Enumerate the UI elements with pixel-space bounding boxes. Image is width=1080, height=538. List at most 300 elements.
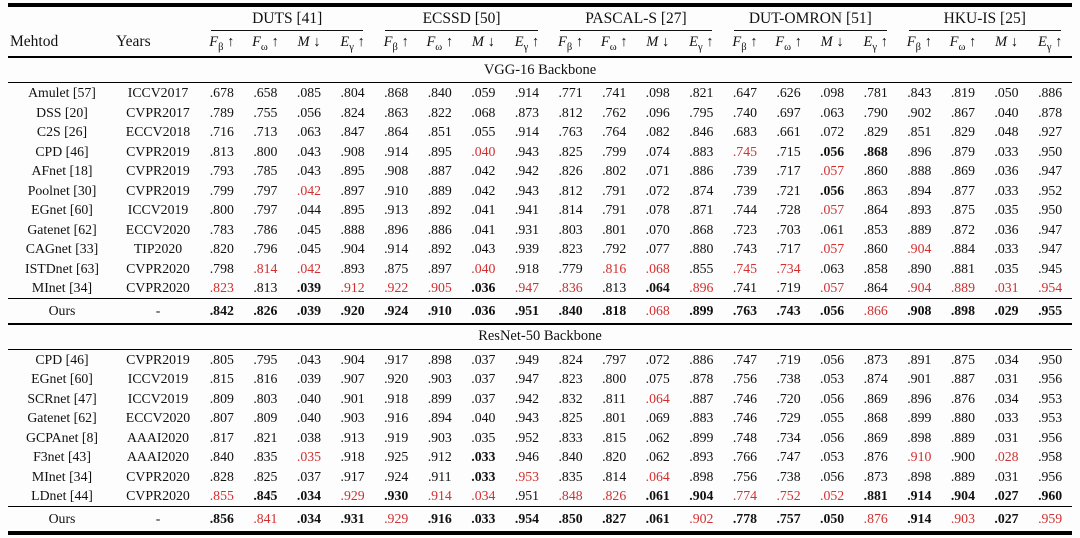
value-cell: .815 [602,429,627,445]
metric-symbol: M [471,34,484,50]
value-cell: .869 [863,429,888,445]
value-cell: .056 [820,468,845,484]
value-cell: .917 [340,468,365,484]
value-cell: .898 [689,468,714,484]
metric-header: $E_\gamma$ ↑ [331,31,375,57]
value-cell: .756 [732,468,758,484]
value-cell: .894 [907,182,932,198]
metric-symbol: F [949,34,959,50]
metric-symbol: F [209,34,219,50]
method-cell: CPD [46] [35,351,89,367]
value-cell: .029 [985,298,1029,324]
value-cell: .803 [253,390,278,406]
value-cell: .034 [471,488,496,503]
value-cell: .924 [374,298,418,324]
value-cell: .873 [863,351,888,367]
value-cell: .910 [384,182,409,198]
value-cell: .812 [558,182,583,198]
years-column-header: Years [114,5,200,57]
value-cell: .056 [296,104,322,120]
method-cell: C2S [26] [36,124,88,139]
value-cell: .864 [384,124,409,139]
value-cell: .892 [427,241,452,256]
value-cell: .895 [340,202,365,217]
dataset-header-label: ECSSD [50] [385,7,537,31]
value-cell: .896 [689,280,714,295]
value-cell: .053 [820,449,845,464]
value-cell: .912 [427,449,452,464]
value-cell: .062 [645,429,670,445]
value-cell: .920 [384,371,409,386]
value-cell: .863 [863,182,888,198]
metric-symbol: E [1037,34,1047,50]
metric-header: $F_\omega$ ↑ [418,31,462,57]
metric-header: $E_\gamma$ ↑ [680,31,724,57]
value-cell: .954 [505,506,549,533]
value-cell: .826 [244,298,288,324]
value-cell: .778 [723,506,767,533]
value-cell: .061 [636,506,680,533]
value-cell: .763 [558,124,583,139]
value-cell: .896 [907,390,932,406]
table-row [8,200,1072,220]
value-cell: .031 [994,371,1019,386]
value-cell: .744 [732,202,758,217]
value-cell: .888 [340,221,365,237]
value-cell: .883 [689,410,714,425]
value-cell: .741 [602,85,627,100]
value-cell: .898 [907,429,932,445]
value-cell: .918 [514,260,540,276]
value-cell: .790 [863,104,888,120]
value-cell: .031 [994,280,1019,295]
value-cell: .931 [331,506,375,533]
value-cell: .826 [602,488,627,503]
value-cell: .057 [820,163,845,178]
value-cell: .739 [732,182,758,198]
value-cell: .873 [863,468,888,484]
value-cell: .897 [340,182,365,198]
value-cell: .800 [602,371,627,386]
value-cell: .033 [994,410,1019,425]
table-row [8,239,1072,259]
year-cell: CVPR2019 [126,143,190,159]
value-cell: .745 [732,143,758,159]
value-cell: .943 [514,182,540,198]
value-cell: .889 [950,429,975,445]
value-cell: .043 [296,143,322,159]
value-cell: .072 [645,351,670,367]
method-cell: ISTDnet [63] [25,260,99,276]
value-cell: .077 [645,241,670,256]
value-cell: .876 [854,506,898,533]
value-cell: .918 [384,390,409,406]
value-cell: .031 [994,429,1019,445]
value-cell: .746 [732,390,758,406]
year-cell: CVPR2020 [126,260,190,276]
value-cell: .858 [863,260,888,276]
value-cell: .951 [505,298,549,324]
value-cell: .752 [776,488,801,503]
value-cell: .822 [427,104,452,120]
metric-symbol: E [340,34,350,50]
value-cell: .914 [427,488,452,503]
year-cell: CVPR2020 [126,280,190,295]
value-cell: .930 [384,488,409,503]
method-cell: AFnet [18] [31,163,93,178]
method-cell: MInet [34] [31,468,93,484]
value-cell: .734 [776,429,801,445]
value-cell: .786 [253,221,278,237]
metric-subscript: ω [260,41,268,53]
value-cell: .947 [514,371,540,386]
year-cell: CVPR2020 [126,488,190,503]
value-cell: .910 [907,449,932,464]
method-cell: Gatenet [62] [27,221,97,237]
value-cell: .803 [558,221,583,237]
value-cell: .797 [253,202,278,217]
metric-subscript: ω [958,41,966,53]
value-cell: .816 [602,260,627,276]
value-cell: .851 [427,124,452,139]
metric-header: M ↓ [287,31,331,57]
value-cell: .040 [471,143,496,159]
value-cell: .795 [253,351,278,367]
value-cell: .821 [253,429,278,445]
value-cell: .814 [253,260,278,276]
value-cell: .916 [384,410,409,425]
value-cell: .035 [296,449,322,464]
value-cell: .797 [602,351,627,367]
value-cell: .823 [558,371,583,386]
value-cell: .893 [689,449,714,464]
year-cell: ICCV2019 [127,390,189,406]
value-cell: .034 [994,390,1019,406]
value-cell: .072 [645,182,670,198]
value-cell: .847 [340,124,365,139]
value-cell: .678 [209,85,234,100]
value-cell: .945 [1038,260,1063,276]
value-cell: .796 [253,241,278,256]
value-cell: .860 [863,241,888,256]
value-cell: .783 [209,221,234,237]
value-cell: .901 [907,371,932,386]
metric-symbol: F [558,34,567,50]
value-cell: .042 [296,260,322,276]
value-cell: .075 [645,371,670,386]
value-cell: .918 [340,449,365,464]
value-cell: .746 [732,410,758,425]
value-cell: .931 [514,221,540,237]
value-cell: .716 [209,124,234,139]
value-cell: .055 [471,124,496,139]
value-cell: .850 [549,506,593,533]
value-cell: .874 [689,182,714,198]
method-cell: Poolnet [30] [27,182,97,198]
value-cell: .878 [689,371,714,386]
value-cell: .908 [384,163,409,178]
value-cell: .914 [898,506,942,533]
value-cell: .917 [384,351,409,367]
value-cell: .902 [680,506,724,533]
value-cell: .063 [820,104,845,120]
value-cell: .798 [209,260,234,276]
value-cell: .869 [950,163,975,178]
value-cell: .825 [558,410,583,425]
value-cell: .661 [776,124,801,139]
value-cell: .785 [253,163,278,178]
value-cell: .068 [636,298,680,324]
ours-row [8,298,1072,324]
value-cell: .949 [514,351,540,367]
table-row [8,83,1072,103]
value-cell: .904 [907,280,932,295]
method-cell: MInet [34] [31,280,93,295]
value-cell: .713 [253,124,278,139]
value-cell: .033 [994,182,1019,198]
dataset-header-2 [374,5,548,31]
metric-header: $F_\beta$ ↑ [200,31,244,57]
value-cell: .059 [471,85,496,100]
value-cell: .035 [471,429,496,445]
metric-header: $F_\omega$ ↑ [244,31,288,57]
table-row [8,161,1072,181]
value-cell: .886 [427,221,452,237]
value-cell: .791 [602,202,627,217]
value-cell: .762 [602,104,627,120]
value-cell: .800 [209,202,234,217]
dataset-header-5 [898,5,1072,31]
metric-symbol: E [514,34,524,50]
value-cell: .799 [209,182,234,198]
value-cell: .738 [776,468,801,484]
year-cell: CVPR2020 [126,468,190,484]
value-cell: .040 [296,410,322,425]
table-row [8,486,1072,506]
value-cell: .897 [427,260,452,276]
value-cell: .801 [602,221,627,237]
value-cell: .042 [471,163,496,178]
table-header [8,5,1072,57]
value-cell: .952 [1038,182,1063,198]
table-row [8,259,1072,279]
value-cell: .728 [776,202,801,217]
value-cell: .813 [253,280,278,295]
value-cell: .069 [645,410,670,425]
value-cell: .818 [592,298,636,324]
value-cell: .781 [863,85,888,100]
value-cell: .050 [994,85,1019,100]
value-cell: .911 [427,468,452,484]
table-row [8,389,1072,409]
value-cell: .916 [418,506,462,533]
value-cell: .913 [384,202,409,217]
value-cell: .805 [209,351,234,367]
value-cell: .033 [471,468,496,484]
year-cell: - [114,506,200,533]
value-cell: .947 [1038,221,1063,237]
value-cell: .062 [645,449,670,464]
metric-subscript: β [741,41,747,53]
value-cell: .813 [209,143,234,159]
value-cell: .888 [907,163,932,178]
ours-row [8,506,1072,533]
metric-header: $E_\gamma$ ↑ [505,31,549,57]
value-cell: .825 [558,143,583,159]
value-cell: .889 [950,468,975,484]
value-cell: .960 [1038,488,1063,503]
value-cell: .891 [907,351,932,367]
metric-header: M ↓ [985,31,1029,57]
value-cell: .791 [602,182,627,198]
value-cell: .887 [689,390,714,406]
value-cell: .027 [985,506,1029,533]
value-cell: .943 [514,410,540,425]
method-cell: Gatenet [62] [27,410,97,425]
value-cell: .841 [244,506,288,533]
value-cell: .886 [689,163,714,178]
value-cell: .823 [209,280,234,295]
year-cell: ICCV2017 [127,85,189,100]
value-cell: .739 [732,163,758,178]
value-cell: .869 [863,390,888,406]
value-cell: .823 [558,241,583,256]
metric-symbol: E [689,34,699,50]
metric-subscript: ω [784,41,791,53]
value-cell: .098 [645,85,670,100]
value-cell: .774 [732,488,758,503]
metric-header: $F_\beta$ ↑ [723,31,767,57]
value-cell: .812 [558,104,583,120]
value-cell: .813 [602,280,627,295]
metric-subscript: ω [609,41,617,53]
table-body [8,57,1072,533]
value-cell: .864 [863,202,888,217]
value-cell: .071 [645,163,670,178]
method-column-header: Mehtod [8,5,114,57]
value-cell: .821 [689,85,714,100]
value-cell: .040 [471,410,496,425]
value-cell: .789 [209,104,234,120]
value-cell: .723 [732,221,758,237]
value-cell: .868 [689,221,714,237]
metric-header: $E_\gamma$ ↑ [854,31,898,57]
value-cell: .827 [592,506,636,533]
value-cell: .743 [732,241,758,256]
value-cell: .829 [863,124,888,139]
table-row [8,349,1072,369]
value-cell: .037 [471,351,496,367]
value-cell: .889 [907,221,932,237]
section-title-row [8,324,1072,350]
metric-header: $F_\beta$ ↑ [898,31,942,57]
value-cell: .647 [732,85,758,100]
value-cell: .953 [1038,390,1063,406]
value-cell: .082 [645,124,670,139]
metric-symbol: F [732,34,742,50]
value-cell: .745 [732,260,758,276]
value-cell: .867 [950,104,975,120]
year-cell: ICCV2019 [127,202,189,217]
value-cell: .833 [558,429,583,445]
value-cell: .896 [384,221,409,237]
value-cell: .887 [427,163,452,178]
value-cell: .835 [253,449,278,464]
value-cell: .037 [471,371,496,386]
value-cell: .848 [558,488,583,503]
value-cell: .872 [950,221,975,237]
metric-symbol: M [646,34,659,50]
value-cell: .939 [514,241,540,256]
value-cell: .074 [645,143,670,159]
value-cell: .920 [331,298,375,324]
dataset-header-label: DUT-OMRON [51] [734,7,886,31]
value-cell: .055 [820,410,845,425]
value-cell: .811 [602,390,626,406]
value-cell: .878 [1038,104,1063,120]
value-cell: .809 [253,410,278,425]
value-cell: .755 [253,104,278,120]
value-cell: .908 [340,143,365,159]
value-cell: .845 [253,488,278,503]
value-cell: .902 [907,104,932,120]
value-cell: .658 [253,85,278,100]
value-cell: .033 [994,241,1019,256]
value-cell: .924 [384,468,409,484]
value-cell: .903 [340,410,365,425]
value-cell: .824 [340,104,365,120]
value-cell: .886 [689,351,714,367]
value-cell: .950 [1038,351,1063,367]
value-cell: .747 [776,449,801,464]
value-cell: .825 [253,468,278,484]
metric-header: $F_\omega$ ↑ [767,31,811,57]
value-cell: .820 [602,449,627,464]
value-cell: .866 [854,298,898,324]
value-cell: .904 [907,241,932,256]
value-cell: .037 [471,390,496,406]
table-row [8,408,1072,428]
value-cell: .896 [907,143,932,159]
value-cell: .912 [340,280,365,295]
value-cell: .868 [384,85,409,100]
value-cell: .832 [558,390,583,406]
metric-subscript: β [218,41,224,53]
value-cell: .871 [689,202,714,217]
value-cell: .771 [558,85,583,100]
value-cell: .855 [689,260,714,276]
value-cell: .881 [863,488,888,503]
value-cell: .884 [950,241,975,256]
value-cell: .795 [689,104,714,120]
value-cell: .814 [602,468,627,484]
value-cell: .840 [549,298,593,324]
value-cell: .942 [514,163,540,178]
value-cell: .951 [514,488,540,503]
metric-subscript: ω [435,41,443,53]
value-cell: .779 [558,260,583,276]
value-cell: .057 [820,202,845,217]
method-cell: LDnet [44] [31,488,93,503]
metric-header: M ↓ [636,31,680,57]
value-cell: .064 [645,390,670,406]
value-cell: .864 [863,280,888,295]
table-row [8,369,1072,389]
value-cell: .954 [1038,280,1063,295]
value-cell: .697 [776,104,801,120]
value-cell: .764 [602,124,627,139]
value-cell: .096 [645,104,670,120]
